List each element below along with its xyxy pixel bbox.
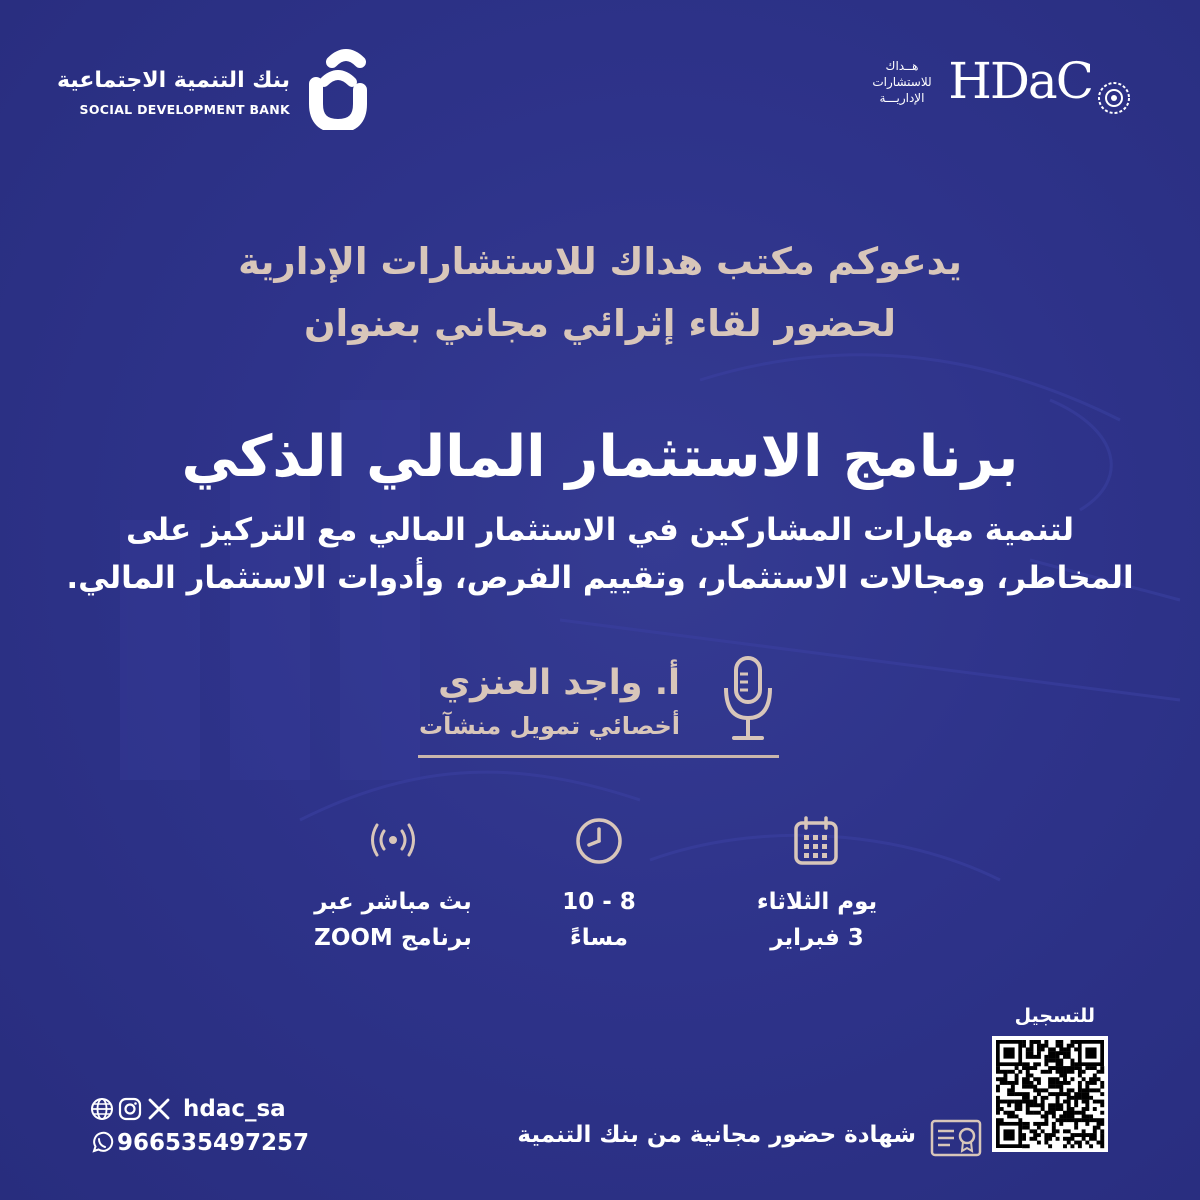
hdac-wordmark: HDaC: [948, 52, 1092, 110]
program-description-line-1: لتنمية مهارات المشاركين في الاستثمار المالي مع التركيز على: [126, 512, 1074, 548]
hdac-arabic-line-2: للاستشارات: [872, 75, 932, 89]
hdac-arabic-name: [862, 58, 942, 106]
live-stream-info: [273, 884, 513, 956]
hdac-arabic-line-1: هــداك: [885, 59, 919, 73]
social-handle[interactable]: hdac_sa: [183, 1096, 286, 1122]
time-range: 8 - 10: [562, 889, 636, 915]
phone-number[interactable]: 966535497257: [117, 1130, 310, 1156]
hdac-arabic-line-3: الإداريـــة: [879, 91, 925, 105]
date-info: [697, 884, 937, 956]
sdb-logo-mark: [302, 46, 374, 130]
program-title: برنامج الاستثمار المالي الذكي: [181, 424, 1019, 490]
calendar-icon: [792, 815, 840, 867]
speaker-name: أ. واجد العنزي: [438, 663, 680, 703]
x-icon[interactable]: [147, 1097, 171, 1121]
sdb-english-name: SOCIAL DEVELOPMENT BANK: [79, 102, 290, 117]
invitation-line-1: يدعوكم مكتب هداك للاستشارات الإدارية: [238, 240, 962, 283]
broadcast-icon: [370, 817, 416, 863]
hdac-seal-icon: [1096, 80, 1132, 116]
registration-qr-code[interactable]: [992, 1036, 1108, 1152]
invitation-line-2: لحضور لقاء إثرائي مجاني بعنوان: [303, 302, 897, 345]
globe-icon[interactable]: [90, 1097, 114, 1121]
clock-icon: [573, 815, 625, 867]
speaker-divider: [418, 755, 779, 758]
microphone-icon: [722, 654, 774, 744]
time-period: مساءً: [569, 925, 629, 951]
speaker-role: أخصائي تمويل منشآت: [419, 712, 680, 740]
whatsapp-icon[interactable]: [90, 1131, 114, 1155]
date-value: 3 فبراير: [770, 925, 864, 951]
instagram-icon[interactable]: [118, 1097, 142, 1121]
program-description-line-2: المخاطر، ومجالات الاستثمار، وتقييم الفرص، وأدوات الاستثمار المالي.: [66, 560, 1134, 596]
date-day: يوم الثلاثاء: [756, 889, 878, 915]
time-info: [479, 884, 719, 956]
sdb-arabic-name: بنك التنمية الاجتماعية: [57, 68, 290, 93]
certificate-icon: [930, 1119, 982, 1157]
live-stream-line-2: برنامج ZOOM: [314, 925, 472, 951]
sdb-logo: [57, 40, 370, 130]
hdac-logo: [862, 52, 1132, 118]
certificate-text: شهادة حضور مجانية من بنك التنمية: [517, 1122, 916, 1148]
registration-label: للتسجيل: [1014, 1005, 1095, 1027]
live-stream-line-1: بث مباشر عبر: [314, 889, 472, 915]
